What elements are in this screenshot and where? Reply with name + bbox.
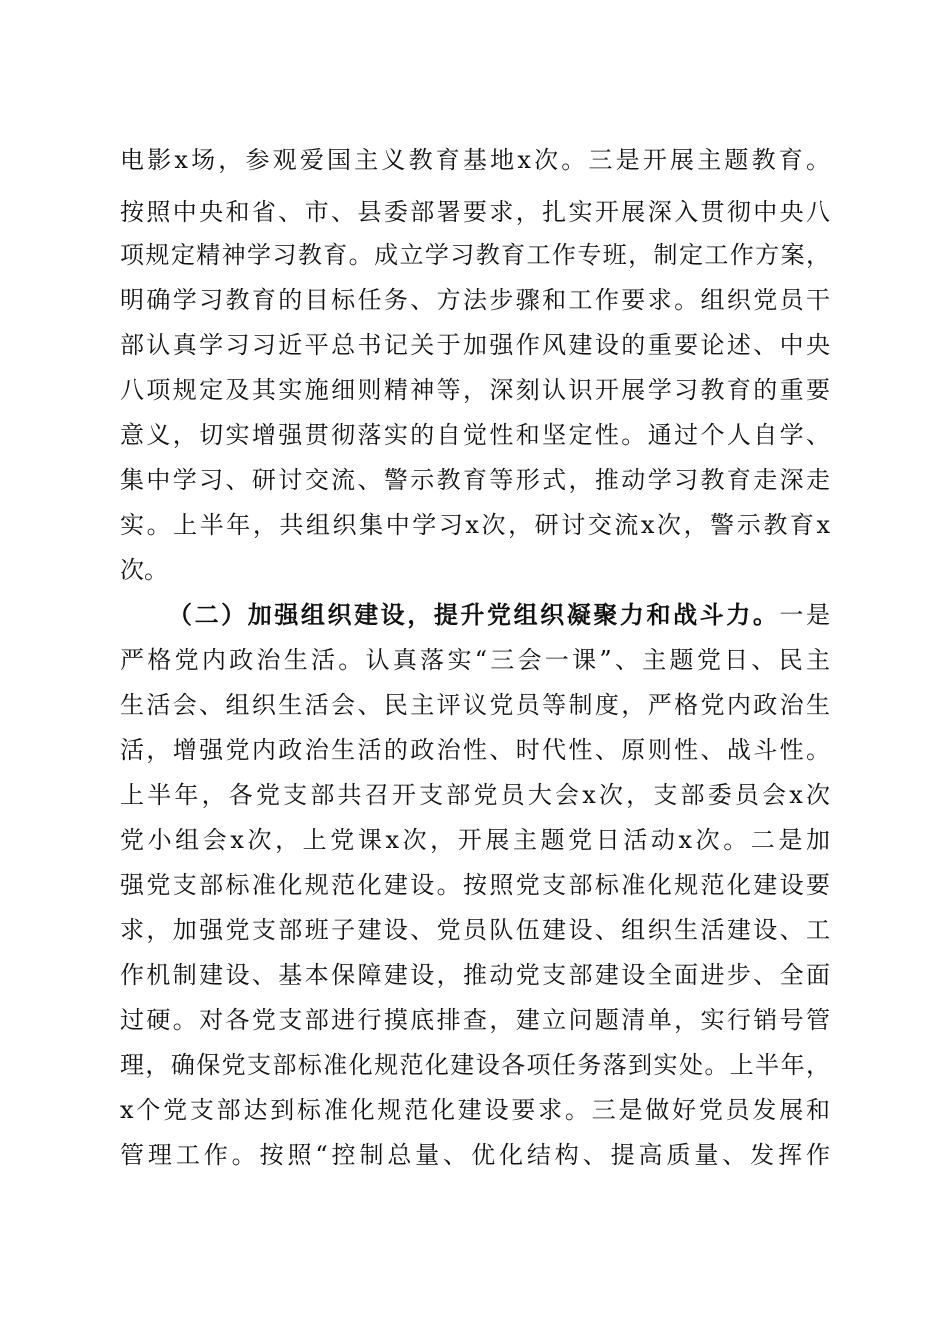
text-line: 部认真学习习近平总书记关于加强作风建设的重要论述、中央: [120, 331, 830, 359]
text-line: x个党支部达到标准化规范化建设要求。三是做好党员发展和: [120, 1096, 830, 1124]
text-line: 严格党内政治生活。认真落实“三会一课”、主题党日、民主: [120, 646, 830, 674]
text-line: 党小组会x次，上党课x次，开展主题党日活动x次。二是加: [120, 826, 830, 854]
text-line: 强党支部标准化规范化建设。按照党支部标准化规范化建设要: [120, 871, 830, 899]
text-line: 上半年，各党支部共召开支部党员大会x次，支部委员会x次: [120, 781, 830, 809]
text-line: 意义，切实增强贯彻落实的自觉性和坚定性。通过个人自学、: [120, 421, 830, 449]
heading-tail: 一是: [779, 601, 831, 629]
text-line: 理，确保党支部标准化规范化建设各项任务落到实处。上半年，: [120, 1051, 830, 1079]
text-line: 生活会、组织生活会、民主评议党员等制度，严格党内政治生: [120, 691, 830, 719]
text-line: 集中学习、研讨交流、警示教育等形式，推动学习教育走深走: [120, 466, 830, 494]
section-heading: （二）加强组织建设，提升党组织凝聚力和战斗力。: [168, 600, 780, 629]
text-line: 过硬。对各党支部进行摸底排查，建立问题清单，实行销号管: [120, 1006, 830, 1034]
text-line: 项规定精神学习教育。成立学习教育工作专班，制定工作方案，: [120, 241, 830, 269]
text-line: 八项规定及其实施细则精神等，深刻认识开展学习教育的重要: [120, 376, 830, 404]
text-line: 求，加强党支部班子建设、党员队伍建设、组织生活建设、工: [120, 916, 830, 944]
text-line: 作机制建设、基本保障建设，推动党支部建设全面进步、全面: [120, 961, 830, 989]
text-line: 实。上半年，共组织集中学习x次，研讨交流x次，警示教育x: [120, 511, 830, 539]
text-line: 次。: [120, 556, 168, 584]
text-line: 电影x场，参观爱国主义教育基地x次。三是开展主题教育。: [120, 146, 830, 174]
text-line: 管理工作。按照“控制总量、优化结构、提高质量、发挥作: [120, 1141, 830, 1169]
text-line: 活，增强党内政治生活的政治性、时代性、原则性、战斗性。: [120, 736, 830, 764]
text-line: 按照中央和省、市、县委部署要求，扎实开展深入贯彻中央八: [120, 198, 830, 226]
text-line: 明确学习教育的目标任务、方法步骤和工作要求。组织党员干: [120, 286, 830, 314]
